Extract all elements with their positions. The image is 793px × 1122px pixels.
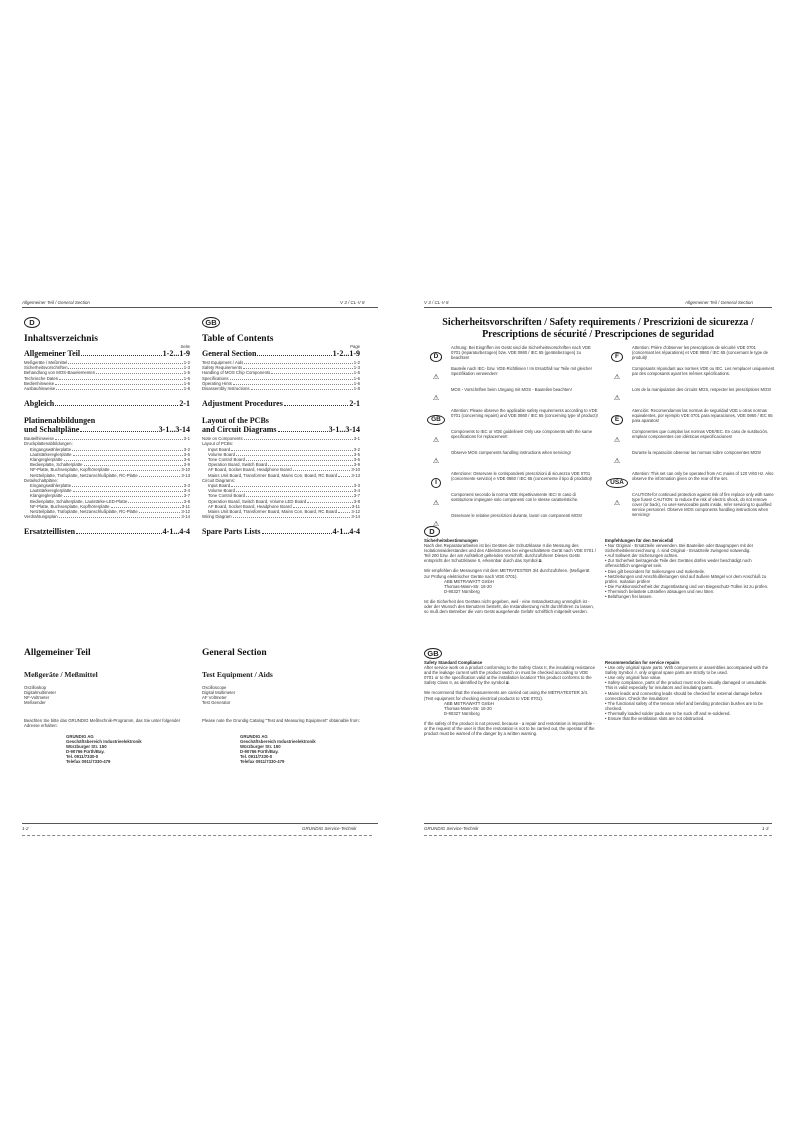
toc-dots xyxy=(233,517,351,518)
toc-item-label: Specifications xyxy=(202,375,229,381)
bullet-item: • Mains leads and connecting leads should be checked for external damage before connection. Check the insulation! xyxy=(605,690,763,701)
toc-dots xyxy=(231,486,353,487)
toc-dots xyxy=(244,363,352,364)
de-compliance-text: Nach den Reparaturarbeiten ist bei Geräten der Schutzklasse II die Messung des Isolationswiderstandes und des Ableitstromes bei eingeschaltetem Gerät nach VDE 0701 / Teil 200 bzw. der am Aufstellort geltenden Vorschrift, durchzuführen! Dieses Gerät entspricht der Schutzklasse II, erkennbar durch das Symbol ⧈. xyxy=(424,543,596,564)
text-line: Tel. 0911/7330-0 xyxy=(66,754,99,760)
warning-triangle-icon: ⚠ xyxy=(432,395,440,402)
toc-item-label: Safety Requirements xyxy=(202,365,243,371)
toc-item[interactable] xyxy=(24,386,190,391)
toc-dots xyxy=(64,496,183,497)
de-sub-title: Meßgeräte / Meßmittel xyxy=(24,670,98,679)
text-line: D-90327 Nürnberg xyxy=(444,710,480,716)
de-notice: Beachten Sie bitte das GRUNDIG Meßtechnik-Programm, das Sie unter folgender Adresse erhalten: xyxy=(24,718,181,729)
toc-item[interactable] xyxy=(24,514,190,519)
de-service-right xyxy=(605,538,775,599)
warning-item xyxy=(605,450,775,468)
toc-item-label: Verdrahtungsplan xyxy=(24,514,58,520)
left-header-right: V 3 / CL-V 8 xyxy=(340,300,365,305)
bullet-item: • Belüftungen frei lassen. xyxy=(605,594,653,600)
text-line: D-90327 Nürnberg xyxy=(444,588,480,594)
warning-text: Bauteile nach IEC- bzw. VDE-Richtlinien ! Im Ersatzfall nur Teile mit gleicher Spezifikation verwenden! xyxy=(451,366,592,376)
toc-dots xyxy=(139,512,181,513)
toc-item-page: 1-3 xyxy=(353,365,360,371)
warning-item xyxy=(605,471,775,489)
toc-item-label: Note on Components xyxy=(202,436,243,442)
toc-item-page: 1-2 xyxy=(183,360,190,365)
safety-title xyxy=(424,317,772,341)
gb-compliance-text: After service work on a product conforming to the Safety Class II, the insulating resistance and the leakage current with the product switch on must be checked according to VDE 0701 or to the specification valid at the installation location! This product conforms to the Safety Class II, as identified by the symbol ⧈. xyxy=(424,665,596,686)
bullet-item: • Ensure that the ventilation slots are not obstructed. xyxy=(605,716,705,722)
toc-item-page: 3-9 xyxy=(183,462,190,468)
gb-page-label: Page xyxy=(350,344,360,349)
toc-item-label: Netzteilplatte, Trafoplatte, Netzanschlußplatte, RC-Platte xyxy=(30,509,138,515)
toc-item-label: Layout of PCBs: xyxy=(202,441,234,447)
toc-item-label: Volume Board xyxy=(208,451,235,457)
toc-dots xyxy=(244,439,353,440)
toc-item-label: Eingangswählerplatte xyxy=(30,483,72,489)
toc-dots xyxy=(246,496,353,497)
text-line: Test Generator xyxy=(202,700,231,706)
gb-compliance-address xyxy=(424,701,596,716)
text-line: Telefax 0911/7330-479 xyxy=(66,759,111,765)
left-footer-dash xyxy=(22,835,372,836)
toc-item-label: Tone Control Board xyxy=(208,457,246,463)
warning-text: Durante la reparación observar las normas sobre componentes MOS! xyxy=(632,450,762,455)
de-section-spare[interactable]: Ersatzteillisten 4-1...4-4 xyxy=(24,527,190,537)
warning-item xyxy=(424,429,598,447)
toc-item-page: 3-10 xyxy=(351,467,360,473)
toc-item-label: Mains Unit Board, Transformer Board, Mains Con. Board, RC Board xyxy=(208,472,338,478)
toc-item[interactable] xyxy=(202,386,360,391)
text-line: Digital Multimeter xyxy=(202,690,236,696)
warning-text: Attenzione: Osservare le corrispondenti prescrizioni di sicurezza VDE 0701 (concernente servizio) e VDE 0860 / IEC 65 (concernente il tipo di prodotto)! xyxy=(451,471,593,481)
de-page-label: Seite xyxy=(180,344,190,349)
text-line: Geschäftsbereich Industrieelektronik xyxy=(66,739,142,745)
warning-text: Attention: Prière d'observer les prescriptions de sécurité VDE 0701 (concernant les réparations) et VDE 0860 / IEC 65 (concernant le type de produit)! xyxy=(632,345,768,360)
de-gen-title: Allgemeiner Teil xyxy=(24,648,91,658)
warning-text: Attention: Please observe the applicable safety requirements according to VDE 0701 (concerning repairs) and VDE 0860 / IEC 65 (concerning type of product)! xyxy=(451,408,598,418)
toc-item[interactable] xyxy=(202,514,360,519)
text-line: Oscilloscope xyxy=(202,685,227,690)
language-badge: D xyxy=(430,352,443,362)
toc-dots xyxy=(236,455,353,456)
toc-item-page: 1-6 xyxy=(353,375,360,381)
toc-item-label: Meßgeräte / Meßmittel xyxy=(24,360,68,365)
warning-text: Osservare le relative prescrizioni durante, lavori con componenti MOS! xyxy=(451,513,583,518)
language-badge: USA xyxy=(606,478,628,488)
safety-title-line2: Prescriptions de sécurité / Prescripciones de seguridad xyxy=(482,329,714,340)
toc-dots xyxy=(72,486,183,487)
text-line: ABB METRAWATT GmbH xyxy=(444,578,494,584)
gb-gen-title: General Section xyxy=(202,648,267,658)
warning-item xyxy=(424,513,598,531)
warning-triangle-icon: ⚠ xyxy=(432,437,440,444)
toc-item-label: Lautstärkereglerplatte xyxy=(30,488,72,494)
toc-dots xyxy=(230,379,353,380)
toc-item-label: Input Board xyxy=(208,446,231,452)
warning-triangle-icon: ⚠ xyxy=(613,500,621,507)
gb-compliance-title: Safety Standard Compliance xyxy=(424,660,483,665)
gb-toc xyxy=(202,349,360,536)
toc-item-label: Bedienhinweise xyxy=(24,380,55,386)
warning-item xyxy=(424,345,598,363)
toc-item-page: 1-6 xyxy=(183,375,190,381)
warning-item xyxy=(605,345,775,363)
toc-item-label: Netzteilplatte, Trafoplatte, Netzanschlußplatte, RC-Platte xyxy=(30,472,138,478)
de-general-items xyxy=(24,360,190,391)
warning-text: Componenti secondo la norma VDE rispettivamente IEC! In caso di sostituzione impiegare solo componenti con le stesse caratteristiche. xyxy=(451,492,579,502)
language-badge: I xyxy=(431,478,441,488)
toc-item-page: 1-8 xyxy=(183,386,190,392)
text-line: NF-Voltmeter xyxy=(24,695,50,701)
de-toc xyxy=(24,349,190,536)
toc-item-label: Volume Board xyxy=(208,488,235,494)
toc-item-page: 3-8 xyxy=(183,498,190,504)
de-service-title: Empfehlungen für den Servicefall xyxy=(605,538,674,543)
warning-item xyxy=(424,471,598,489)
toc-item-page: 3-5 xyxy=(183,451,190,457)
toc-item-page: 3-9 xyxy=(353,462,360,468)
left-page xyxy=(0,0,396,1122)
toc-item-page: 3-8 xyxy=(353,498,360,504)
text-line: Meßsender xyxy=(24,700,46,706)
toc-item-label: Operation Board, Switch Board xyxy=(208,462,268,468)
toc-dots xyxy=(55,439,183,440)
badge-d-block: D xyxy=(424,526,440,537)
text-line: ABB METRAWATT GmbH xyxy=(444,700,494,706)
de-compliance-text2: Wir empfehlen die Messungen mit dem METRATESTER 3/4 durchzuführen. (Meßgerät zur Prüfung elektrischer Geräte nach VDE 0701). xyxy=(424,568,590,579)
gb-address xyxy=(240,734,316,765)
toc-dots xyxy=(59,517,181,518)
left-header-left: Allgemeiner Teil / General Section xyxy=(22,300,90,305)
toc-dots xyxy=(271,373,352,374)
toc-dots xyxy=(68,368,182,369)
bullet-item: • Thermally loaded solder pads are to be suck off and re-soldered. xyxy=(605,710,731,716)
toc-dots xyxy=(236,491,353,492)
warning-triangle-icon: ⚠ xyxy=(432,374,440,381)
toc-item-page: 3-3 xyxy=(183,483,190,489)
warning-triangle-icon: ⚠ xyxy=(613,374,621,381)
toc-item-page: 3-7 xyxy=(353,493,360,499)
warning-triangle-icon: ⚠ xyxy=(613,395,621,402)
language-badge: F xyxy=(611,352,623,362)
warning-text: Lors de la manipulation des circuits MOS, respecter les prescriptions MOS! xyxy=(632,387,772,392)
text-line: Oszilloskop xyxy=(24,685,46,690)
toc-item-label: Disassembly Instructions xyxy=(202,386,250,392)
safety-title-line1: Sicherheitsvorschriften / Safety requirements / Prescrizioni de sicurezza / xyxy=(442,317,754,328)
de-section-general[interactable]: Allgemeiner Teil 1-2...1-9 xyxy=(24,349,190,358)
badge-d: D xyxy=(24,317,40,328)
de-compliance-text3: Ist die Sicherheit des Gerätes nicht gegeben, weil - eine Instandsetzung unmöglich ist - oder der Wunsch des Benutzers besteht, die Instandsetzung nicht durchführen zu lassen, so muß dem Betreiber die vom Gerät ausgehende Gefahr schriftlich mitgeteilt werden. xyxy=(424,598,594,615)
text-line: Digitalmultimeter xyxy=(24,690,56,696)
left-footer-right: GRUNDIG Service-Technik xyxy=(302,826,357,831)
toc-item-page: 3-6 xyxy=(353,457,360,463)
gb-notice: Please note the Grundig Catalog "Test and Measuring Equipment" obtainable from: xyxy=(202,718,360,723)
text-line: Thomas-Mann-Str. 16-20 xyxy=(444,583,492,589)
right-footer-dash xyxy=(424,835,772,836)
warning-item xyxy=(424,387,598,405)
warning-triangle-icon: ⚠ xyxy=(613,437,621,444)
toc-dots xyxy=(293,470,351,471)
toc-item-label: Operation Board, Switch Board, Volume LED Board xyxy=(208,498,307,504)
bullet-item: • Nur Original - Ersatzteile verwenden. Bei Bauteilen oder Baugruppen mit der Sicherheitskennzeichnung ⚠ sind Original - Ersatzteile zwingend notwendig. xyxy=(605,543,754,554)
toc-dots xyxy=(55,384,183,385)
toc-item-page: 1-8 xyxy=(353,386,360,392)
toc-dots xyxy=(59,379,183,380)
toc-dots xyxy=(338,512,350,513)
gb-tools-list xyxy=(202,685,235,705)
toc-item-page: 3-14 xyxy=(351,514,360,520)
gb-general-items xyxy=(202,360,360,391)
toc-dots xyxy=(128,502,183,503)
bullet-item: • Use only original fuse value. xyxy=(605,675,662,681)
warning-triangle-icon: ⚠ xyxy=(432,521,440,528)
toc-item-page: 1-3 xyxy=(183,365,190,371)
badge-gb-block: GB xyxy=(424,648,442,659)
gb-service-title: Recommendation for service repairs xyxy=(605,660,680,665)
toc-item-page: 3-5 xyxy=(353,451,360,457)
de-service-items xyxy=(605,543,775,599)
right-page xyxy=(400,0,793,1122)
toc-dots xyxy=(72,450,183,451)
toc-dots xyxy=(73,455,183,456)
toc-dots xyxy=(307,502,353,503)
toc-dots xyxy=(338,476,350,477)
language-badge: E xyxy=(611,415,623,425)
toc-item-label: Eingangswählerplatte xyxy=(30,446,72,452)
toc-dots xyxy=(111,470,181,471)
gb-service-right xyxy=(605,660,775,721)
text-line: D-90766 Fürth/Bay. xyxy=(66,749,105,755)
toc-dots xyxy=(251,389,353,390)
text-line: Geschäftsbereich Industrieelektronik xyxy=(240,739,316,745)
toc-item-label: Tone Control Board xyxy=(208,493,246,499)
toc-item-page: 3-7 xyxy=(183,493,190,499)
bullet-item: • Auf Sollwert der Sicherungen achten. xyxy=(605,553,679,559)
toc-item-page: 3-6 xyxy=(183,457,190,463)
de-toc-title: Inhaltsverzeichnis xyxy=(24,334,98,344)
left-footer-left: 1-2 xyxy=(22,826,29,831)
toc-item-label: Bedienplatte, Schalterplatte, Lautstärke-LED-Platte xyxy=(30,498,128,504)
left-header-rule xyxy=(22,307,378,308)
text-line: D-90766 Fürth/Bay. xyxy=(240,749,279,755)
gb-sub-title: Test Equipment / Aids xyxy=(202,670,273,679)
toc-dots xyxy=(243,368,353,369)
bullet-item: • Dies gilt besonders für Isolierungen und Isolierteile. xyxy=(605,568,706,574)
de-compliance-title: Sicherheitsbestimmungen xyxy=(424,538,478,543)
gb-section-general[interactable]: General Section 1-2...1-9 xyxy=(202,349,360,358)
bullet-item: • Thermisch belastete Lötstellen absaugen und neu löten. xyxy=(605,588,715,594)
toc-item-label: Druckplattenabbildungen: xyxy=(24,441,73,447)
toc-item-label: Ausbauhinweise xyxy=(24,386,56,392)
toc-item-label: Operating Hints xyxy=(202,380,232,386)
toc-item-label: Circuit Diagrams: xyxy=(202,477,235,483)
toc-item-label: Klangreglerplatte xyxy=(30,493,63,499)
gb-section-pcb[interactable]: and Circuit Diagrams 3-1...3-14 xyxy=(202,425,360,435)
toc-dots xyxy=(231,450,353,451)
toc-item-page: 3-11 xyxy=(351,503,360,509)
gb-service-items xyxy=(605,665,775,721)
de-address xyxy=(66,734,142,765)
right-header-left: V 3 / CL-V 8 xyxy=(424,300,449,305)
toc-item-page: 3-4 xyxy=(353,488,360,494)
warning-text: Components to IEC or VDE guidelines! Only use components with the same specifications for replacement! xyxy=(451,429,593,439)
gb-section-adjust[interactable]: Adjustment Procedures 2-1 xyxy=(202,399,360,409)
toc-item-label: Detailschaltpläne: xyxy=(24,477,58,483)
toc-item-label: AF Board, Socket Board, Headphone Board xyxy=(208,503,292,509)
toc-item-page: 1-5 xyxy=(353,370,360,376)
warning-item xyxy=(605,366,775,384)
gb-compliance-text2: We recommend that the measurements are carried out using the METRATESTER 3/4. (Test equipment for checking electrical products to VDE 0701). xyxy=(424,690,589,701)
toc-item-page: 3-2 xyxy=(353,446,360,452)
right-footer-right: 1-3 xyxy=(762,826,769,831)
text-line: Tel. 0911/7330-0 xyxy=(240,754,273,760)
toc-item-label: Behandlung von MOS-Bauelementen xyxy=(24,370,96,376)
toc-item-label: Test Equipment / Aids xyxy=(202,360,244,365)
toc-item-label: Handling of MOS Chip Components xyxy=(202,370,271,376)
bullet-item: • Safety compliance, parts of the product must not be visually damaged or unsuitable. This is valid especially for insulators and insulating parts. xyxy=(605,680,768,691)
toc-item-label: Bedienplatte, Schalterplatte xyxy=(30,462,83,468)
warning-item xyxy=(424,492,598,510)
toc-item-label: NF-Platte, Buchsenplatte, Kopfhörerplatte xyxy=(30,467,110,473)
right-header-rule xyxy=(424,307,772,308)
warning-text: Atención: Recomendamos las normas de seguridad VDE u otras normas equivalentes, por ejemplo VDE 0701 para reparaciones, VDE 0860 / IEC 65 para aparatos! xyxy=(632,408,773,423)
toc-item-page: 3-13 xyxy=(181,472,190,478)
gb-pcb-items xyxy=(202,436,360,519)
toc-item-label: Sicherheitsvorschriften xyxy=(24,365,68,371)
left-footer-rule xyxy=(22,823,378,824)
toc-dots xyxy=(233,384,353,385)
badge-gb: GB xyxy=(202,317,220,328)
toc-item-page: 3-13 xyxy=(351,472,360,478)
right-header-right: Allgemeiner Teil / General Section xyxy=(685,300,753,305)
warning-item xyxy=(605,387,775,405)
toc-dots xyxy=(293,507,351,508)
warning-item xyxy=(424,408,598,426)
warning-text: CAUTION-for continued protection against risk of fire replace only with same type fuses! CAUTION: to reduce the risk of electric shock, do not remove cover (or back), no user-serviceable parts inside, refer servicing to qualified service personnel. Observe MOS components handling instructions when servicing! xyxy=(632,492,774,517)
gb-compliance-text3: If the safety of the product is not proved, because - a repair and restoration is impossible - or the request of the user is that the restoration is not to be carried out, the operator of the product must be warned of the danger by a written warning. xyxy=(424,720,595,737)
bullet-item: • Die Funktionssicherheit der Zugentlastung und von Biegeschutz-Tüllen ist zu prüfen. xyxy=(605,583,769,589)
gb-section-pcb-title: Layout of the PCBs xyxy=(202,416,269,426)
right-footer-rule xyxy=(424,823,772,824)
warning-item xyxy=(424,366,598,384)
bullet-item: • The functional safety of the tension relief and bending protection bushes are to be checked. xyxy=(605,700,763,711)
toc-item-label: Bauteilhinweise xyxy=(24,436,54,442)
toc-item-page: 3-2 xyxy=(183,446,190,452)
text-line: AF Voltmeter xyxy=(202,695,227,701)
toc-item-label: Input Board xyxy=(208,483,231,489)
toc-item-page: 3-4 xyxy=(183,488,190,494)
warning-item xyxy=(605,408,775,426)
de-pcb-items xyxy=(24,436,190,519)
toc-dots xyxy=(96,373,183,374)
toc-dots xyxy=(73,491,183,492)
toc-dots xyxy=(139,476,181,477)
toc-dots xyxy=(68,363,183,364)
gb-section-spare[interactable]: Spare Parts Lists 4-1...4-4 xyxy=(202,527,360,537)
toc-item-label: AF Board, Socket Board, Headphone Board xyxy=(208,467,292,473)
toc-item-page: 3-11 xyxy=(181,503,190,509)
toc-item-page: 3-14 xyxy=(181,514,190,520)
warning-triangle-icon: ⚠ xyxy=(613,458,621,465)
toc-dots xyxy=(111,507,181,508)
toc-item-label: NF-Platte, Buchsenplatte, Kopfhörerplatte xyxy=(30,503,110,509)
warning-item xyxy=(605,429,775,447)
gb-toc-title: Table of Contents xyxy=(202,334,274,344)
warning-text: Achtung: Bei Eingriffen ins Gerät sind die Sicherheitsvorschriften nach VDE 0701 (reparaturbezogen) bzw. VDE 0860 / IEC 65 (gerätebezogen) zu beachten! xyxy=(451,345,591,360)
toc-item-page: 1-6 xyxy=(183,380,190,386)
de-compliance-left xyxy=(424,538,596,614)
warning-text: MOS - Vorschriften beim Umgang mit MOS - Bauteilen beachten! xyxy=(451,387,572,392)
warnings-left xyxy=(424,345,598,534)
de-compliance-address xyxy=(424,579,596,594)
bullet-item: • Use only original spare parts. With components or assemblies accompanied with the Safety Symbol ⚠ only original spare parts are strictly to be used. xyxy=(605,665,769,676)
warning-triangle-icon: ⚠ xyxy=(432,458,440,465)
text-line: Würzburger Str. 150 xyxy=(240,744,281,750)
text-line: Thomas-Mann-Str. 16-20 xyxy=(444,705,492,711)
toc-dots xyxy=(56,389,182,390)
toc-item-page: 3-3 xyxy=(353,483,360,489)
toc-item-page: 1-6 xyxy=(353,380,360,386)
warning-item xyxy=(424,450,598,468)
de-tools-list xyxy=(24,685,56,705)
toc-item-page: 3-12 xyxy=(181,509,190,515)
toc-item-page: 3-12 xyxy=(351,509,360,515)
de-section-pcb-title: Platinenabbildungen xyxy=(24,416,96,426)
toc-item-page: 1-5 xyxy=(183,370,190,376)
toc-dots xyxy=(246,460,353,461)
bullet-item: • Zur Sicherheit beitragende Teile des Gerätes dürfen weder beschädigt noch offensichtlich ungeeignet sein. xyxy=(605,558,752,569)
de-section-adjust[interactable]: Abgleich 2-1 xyxy=(24,399,190,409)
toc-item-page: 3-1 xyxy=(353,436,360,442)
warnings-right xyxy=(605,345,775,520)
toc-item-page: 3-1 xyxy=(183,436,190,442)
text-line: GRUNDIG AG xyxy=(240,734,268,739)
text-line: Telefax 0911/7330-479 xyxy=(240,759,285,765)
toc-item-label: Technische Daten xyxy=(24,375,59,381)
toc-item-page: 3-10 xyxy=(181,467,190,473)
toc-item-label: Lautstärkereglerplatte xyxy=(30,451,72,457)
toc-item-label: Mains Unit Board, Transformer Board, Mains Con. Board, RC Board xyxy=(208,509,338,515)
bullet-item: • Netzleitungen und Anschlußleitungen sind auf äußere Mängel vor dem Anschluß zu prüfen. Isolation prüfen! xyxy=(605,573,767,584)
toc-dots xyxy=(64,460,183,461)
warning-text: Attention: This set can only be operated from AC mains of 120 V/60 Hz. Also observe the information given on the rear of the set. xyxy=(632,471,774,481)
toc-dots xyxy=(268,465,353,466)
warning-triangle-icon: ⚠ xyxy=(432,500,440,507)
warning-text: Componentes que cumplan las normas VDE/IEC. En caso de sustitución, emplear componentes con idénticas especificaciones! xyxy=(632,429,769,439)
toc-item-label: Klangreglerplatte xyxy=(30,457,63,463)
language-badge: GB xyxy=(427,415,445,425)
warning-text: Observe MOS components handling instructions when servicing! xyxy=(451,450,571,455)
text-line: Würzburger Str. 150 xyxy=(66,744,107,750)
text-line: GRUNDIG AG xyxy=(66,734,94,739)
gb-compliance-left xyxy=(424,660,596,736)
toc-dots xyxy=(84,465,183,466)
warning-item xyxy=(605,492,775,517)
right-footer-left: GRUNDIG Service-Technik xyxy=(424,826,479,831)
toc-item-label: Wiring Diagram xyxy=(202,514,232,520)
de-section-pcb[interactable]: und Schaltpläne 3-1...3-14 xyxy=(24,425,190,435)
toc-item-page: 1-2 xyxy=(353,360,360,365)
warning-text: Composants répondant aux normes VDE ou IEC. Les remplacer uniquement par des composants ayant les mêmes spécifications. xyxy=(632,366,775,376)
